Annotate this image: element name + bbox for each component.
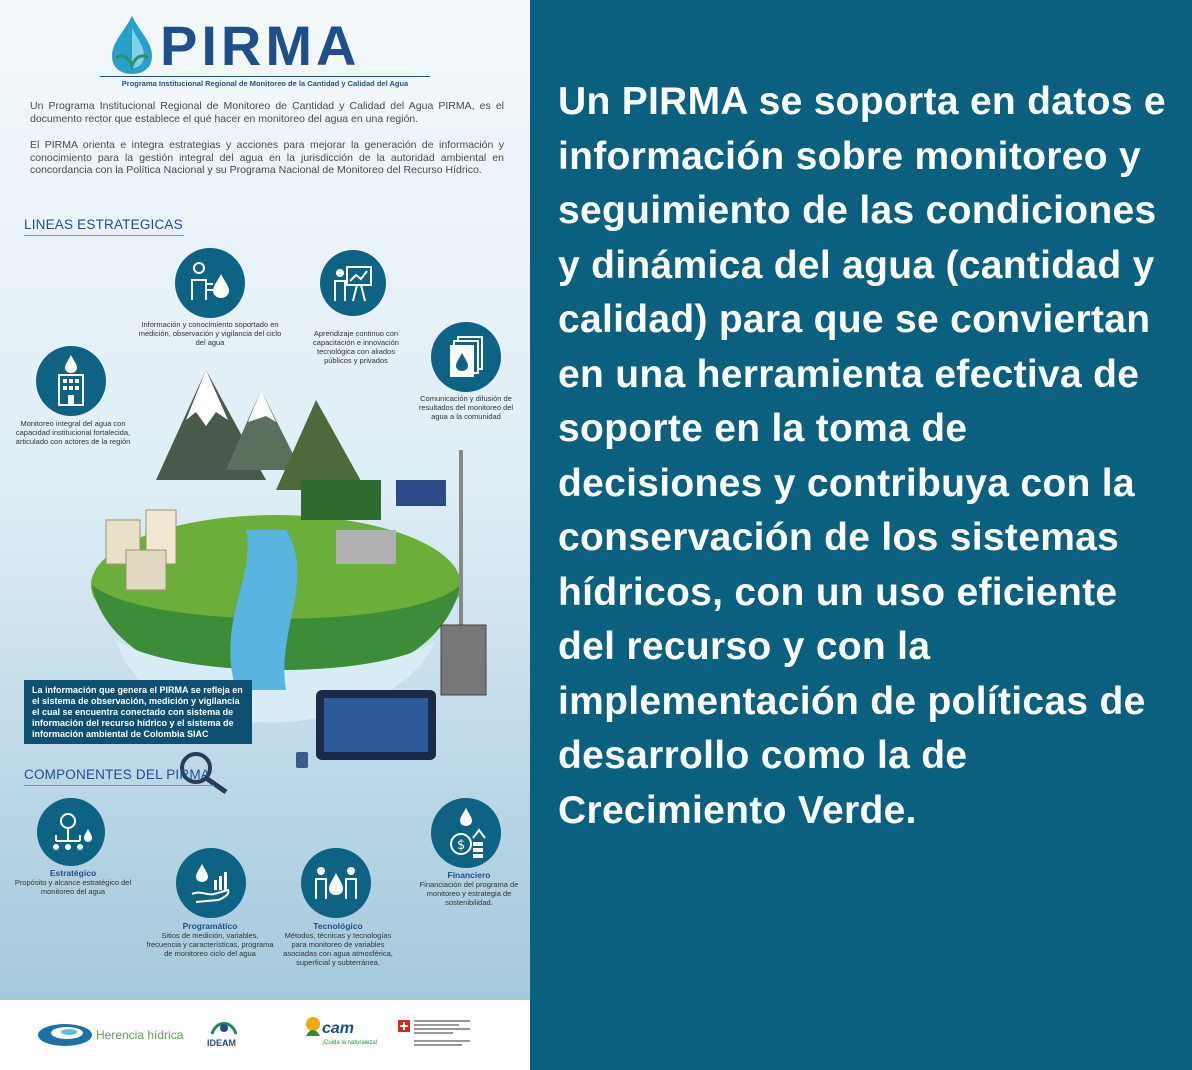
- linea-caption-3: Monitoreo integral del agua con capacidad institucional fortalecida, articulado con actores de la región: [15, 419, 131, 446]
- componente-financiero: Financiero Financiación del programa de monitoreo y estrategia de sostenibilidad.: [419, 870, 519, 907]
- linea-caption-1: Información y conocimiento soportado en medición, observación y vigilancia del ciclo del agua: [138, 320, 282, 347]
- hand-chart-icon: [176, 848, 246, 918]
- lineas-underline: [24, 235, 184, 236]
- linea-caption-2: Aprendizaje continuo con capacitación e innovación tecnológica con aliados públicos y privados: [313, 329, 399, 365]
- pirma-logo: [108, 14, 428, 76]
- partner-logos-footer: [0, 1000, 530, 1070]
- herencia-hidrica-text: Herencia hídrica: [96, 1028, 184, 1042]
- lineas-title: LINEAS ESTRATEGICAS: [24, 217, 183, 232]
- cam-text: cam: [322, 1020, 355, 1037]
- cam-logo-icon: [304, 1016, 322, 1038]
- info-box: La información que genera el PIRMA se refleja en el sistema de observación, medición y vigilancia el cual se encuentra conectado con sistema de información del recurso hídrico y el sistema de información ambiental de Colombia SIAC: [24, 680, 252, 744]
- swiss-flag-icon: [398, 1020, 410, 1032]
- componentes-underline: [24, 785, 214, 786]
- pirma-poster: [0, 0, 530, 1070]
- componentes-title: COMPONENTES DEL PIRMA: [24, 767, 210, 782]
- ideam-text: IDEAM: [207, 1038, 236, 1048]
- componente-tecnologico: Tecnológico Métodos, técnicas y tecnologías para monitoreo de variables asociadas con agua atmosférica, superficial y subterránea.: [283, 921, 393, 967]
- statement-text: Un PIRMA se soporta en datos e información sobre monitoreo y seguimiento de las condiciones y dinámica del agua (cantidad y calidad) para que se conviertan en una herramienta efectiva de soporte en la toma de decisiones y contribuya con la conservación de los sistemas hídricos, con un uso eficiente del recurso y con la implementación de políticas de desarrollo como la de Crecimiento Verde.: [558, 80, 1166, 832]
- ideam-logo-icon: [210, 1016, 238, 1036]
- people-water-icon: [301, 848, 371, 918]
- teaching-board-icon: [320, 250, 386, 316]
- person-water-icon: [175, 248, 245, 318]
- money-growth-icon: [431, 798, 501, 868]
- logo-wordmark: PIRMA: [160, 14, 361, 77]
- cam-tagline: ¡Cuida la naturaleza!: [322, 1040, 378, 1046]
- linea-caption-4: Comunicación y difusión de resultados del monitoreo del agua a la comunidad: [418, 394, 514, 421]
- componente-estrategico: Estratégico Propósito y alcance estratégico del monitoreo del agua: [14, 868, 132, 896]
- network-bulb-icon: [37, 798, 105, 866]
- intro-paragraph-1: Un Programa Institucional Regional de Monitoreo de Cantidad y Calidad del Agua PIRMA, es el documento rector que establece el qué hacer en monitoreo del agua en una región.: [30, 100, 504, 125]
- water-drop-logo-icon: [108, 14, 156, 76]
- herencia-hidrica-logo-icon: [36, 1022, 94, 1048]
- componente-programatico: Programático Sitios de medición, variables, frecuencia y características, programa de monitoreo ciclo del agua: [146, 921, 274, 958]
- svg-text:$: $: [457, 838, 466, 853]
- intro-paragraph-2: El PIRMA orienta e integra estrategias y acciones para mejorar la generación de información y conocimiento para la gestión integral del agua en la jurisdicción de la autoridad ambiental en concordancia con la Política Nacional y su Programa Nacional de Monitoreo del Recurso Hídrico.: [30, 139, 504, 176]
- logo-subtitle: Programa Institucional Regional de Monitoreo de la Cantidad y Calidad del Agua: [100, 76, 430, 88]
- statement-panel: [530, 0, 1192, 1070]
- swiss-cooperation-text-lines: [414, 1020, 470, 1046]
